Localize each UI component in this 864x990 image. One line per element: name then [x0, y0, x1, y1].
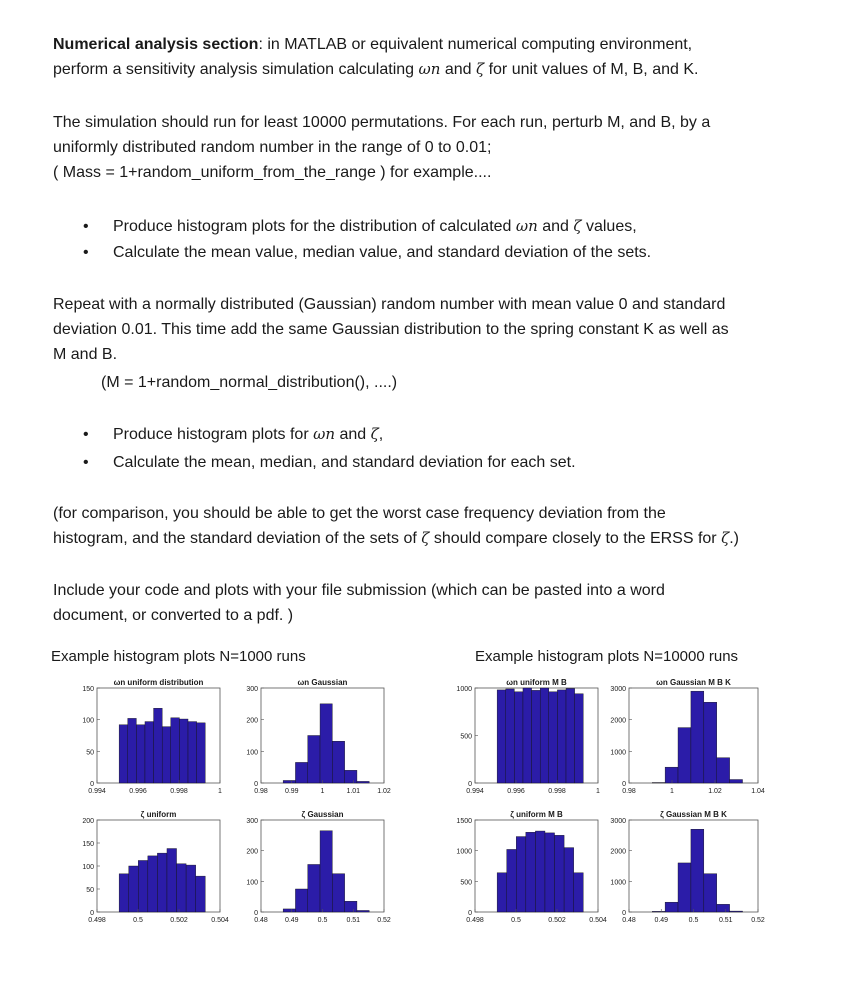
y-tick-label: 150 — [82, 841, 94, 848]
histogram-bar — [549, 692, 558, 783]
y-tick-label: 1500 — [456, 818, 472, 825]
gaussian-line2: deviation 0.01. This time add the same Gaussian distribution to the spring constant K as well as — [53, 321, 729, 338]
histogram-title: ζ Gaussian M B K — [660, 810, 727, 819]
histogram-bar — [514, 692, 523, 783]
histogram-omega-uniform — [72, 676, 232, 801]
histogram-bar — [283, 909, 295, 912]
y-tick-label: 2000 — [610, 717, 626, 725]
bullet-dot: • — [83, 218, 89, 235]
section-and: and — [440, 61, 476, 78]
x-tick-label: 0.5 — [688, 917, 699, 924]
histogram-bar — [665, 767, 678, 783]
comparison-line2-pre: histogram, and the standard deviation of the sets of — [53, 530, 422, 547]
x-tick-label: 0.504 — [211, 917, 229, 924]
x-tick-label: 0.5 — [511, 917, 521, 924]
section-paragraph — [53, 32, 843, 82]
left-figure-caption: Example histogram plots N=1000 runs — [51, 648, 306, 665]
x-tick-label: 1.01 — [346, 788, 361, 795]
submission-line1: Include your code and plots with your file submission (which can be pasted into a word — [53, 582, 665, 599]
histogram-bar — [704, 702, 717, 783]
histogram-title: ζ Gaussian — [301, 810, 344, 819]
histogram-bar — [167, 849, 177, 912]
y-tick-label: 1000 — [456, 848, 472, 856]
y-tick-label: 0 — [254, 910, 258, 917]
bullet-text: Calculate the mean, median, and standard deviation for each set. — [113, 454, 576, 471]
bullet-text: Produce histogram plots for — [113, 426, 314, 443]
x-tick-label: 0.51 — [346, 917, 361, 924]
gaussian-line1: Repeat with a normally distributed (Gaussian) random number with mean value 0 and standard — [53, 296, 726, 313]
histogram-bar — [136, 725, 145, 783]
x-tick-label: 0.5 — [133, 917, 143, 924]
uniform-paragraph — [53, 110, 843, 185]
histogram-bar — [545, 833, 555, 912]
bullet-dot: • — [83, 454, 89, 471]
histogram-bar — [678, 728, 691, 783]
histogram-bar — [320, 831, 332, 912]
y-tick-label: 0 — [622, 910, 626, 917]
comparison-line2-end: .) — [729, 530, 739, 547]
histogram-bar — [145, 722, 154, 783]
histogram-bar — [506, 689, 515, 783]
histogram-bar — [119, 725, 128, 783]
x-tick-label: 0.98 — [254, 788, 268, 795]
x-tick-label: 0.996 — [129, 788, 147, 795]
uniform-line1: The simulation should run for least 10000 permutations. For each run, perturb M, and B, by a — [53, 114, 711, 131]
histogram-bar — [532, 690, 541, 783]
histogram-bar — [128, 718, 137, 783]
x-tick-label: 1.04 — [751, 788, 765, 795]
x-tick-label: 0.502 — [170, 917, 188, 924]
histogram-bar — [171, 718, 180, 783]
y-tick-label: 0 — [90, 781, 94, 788]
x-tick-label: 0.98 — [622, 788, 636, 795]
histogram-bar — [295, 762, 307, 783]
gaussian-line4: (M = 1+random_normal_distribution(), ....) — [101, 374, 398, 391]
histogram-bar — [119, 874, 129, 912]
histogram-bar — [730, 911, 743, 912]
histogram-bar — [526, 832, 536, 912]
x-tick-label: 0.99 — [284, 788, 299, 795]
y-tick-label: 0 — [468, 781, 472, 788]
x-tick-label: 0.994 — [88, 788, 106, 795]
y-tick-label: 500 — [460, 733, 472, 741]
bullet-dot: • — [83, 244, 89, 261]
y-tick-label: 1000 — [456, 686, 472, 693]
section-line2-pre: perform a sensitivity analysis simulation calculating — [53, 61, 419, 78]
histogram-bar — [308, 736, 320, 784]
omega-symbol: ωn — [313, 425, 335, 443]
histogram-bar — [345, 901, 357, 912]
x-tick-label: 0.52 — [751, 917, 765, 924]
histogram-bar — [557, 690, 566, 783]
histogram-zeta-uniform — [72, 808, 232, 930]
x-tick-label: 0.51 — [718, 917, 733, 924]
gaussian-line3: M and B. — [53, 346, 118, 363]
zeta-symbol: ζ — [421, 529, 430, 547]
histogram-bar — [574, 873, 584, 912]
histogram-title: ωn uniform M B — [506, 678, 567, 687]
y-tick-label: 300 — [246, 818, 258, 825]
right-figure-caption: Example histogram plots N=10000 runs — [475, 648, 739, 665]
histogram-bar — [283, 780, 295, 783]
y-tick-label: 1000 — [610, 879, 626, 887]
x-tick-label: 0.504 — [589, 917, 607, 924]
y-tick-label: 3000 — [610, 818, 626, 825]
x-tick-label: 0.994 — [466, 788, 484, 795]
comparison-line1: (for comparison, you should be able to get the worst case frequency deviation from the — [53, 505, 666, 522]
y-tick-label: 50 — [86, 749, 94, 757]
comparison-line2-post: should compare closely to the ERSS for — [429, 530, 722, 547]
y-tick-label: 2000 — [610, 848, 626, 856]
y-tick-label: 500 — [460, 879, 472, 887]
histogram-bar — [186, 865, 196, 912]
y-tick-label: 200 — [82, 818, 94, 825]
zeta-symbol: ζ — [573, 217, 582, 235]
x-tick-label: 0.502 — [548, 917, 566, 924]
histogram-bar — [566, 688, 575, 783]
x-tick-label: 1.02 — [377, 788, 391, 795]
histogram-bar — [704, 874, 717, 912]
histogram-bar — [196, 876, 206, 912]
x-tick-label: 0.49 — [284, 917, 299, 924]
histogram-zeta-gaussian-mbk — [604, 808, 770, 930]
y-tick-label: 0 — [468, 910, 472, 917]
histogram-bar — [332, 741, 344, 783]
histogram-omega-gaussian-mbk — [604, 676, 770, 801]
histogram-bar — [691, 829, 704, 912]
y-tick-label: 0 — [622, 781, 626, 788]
histogram-title: ζ uniform M B — [510, 810, 563, 819]
histogram-bar — [678, 863, 691, 912]
bullet-text: and — [335, 426, 371, 443]
zeta-symbol: ζ — [370, 425, 379, 443]
x-tick-label: 0.996 — [507, 788, 525, 795]
section-line2-post: for unit values of M, B, and K. — [484, 61, 699, 78]
submission-line2: document, or converted to a pdf. ) — [53, 607, 294, 624]
histogram-bar — [564, 848, 574, 912]
histogram-title: ωn Gaussian — [297, 678, 348, 687]
histogram-bar — [540, 688, 549, 783]
histogram-bar — [497, 690, 506, 783]
x-tick-label: 0.998 — [170, 788, 188, 795]
histogram-bar — [575, 694, 584, 783]
uniform-line2: uniformly distributed random number in the range of 0 to 0.01; — [53, 139, 492, 156]
x-tick-label: 1 — [218, 788, 222, 795]
section-title: Numerical analysis section — [53, 36, 259, 53]
y-tick-label: 50 — [86, 887, 94, 894]
y-tick-label: 3000 — [610, 686, 626, 693]
histogram-bar — [717, 904, 730, 912]
histogram-bar — [188, 722, 197, 783]
y-tick-label: 200 — [246, 717, 258, 725]
histogram-bar — [730, 780, 743, 783]
comparison-paragraph — [53, 501, 843, 551]
histogram-bar — [138, 860, 148, 912]
y-tick-label: 100 — [246, 749, 258, 757]
submission-paragraph — [53, 578, 843, 628]
histogram-bar — [357, 781, 369, 783]
bullet-dot: • — [83, 426, 89, 443]
histogram-bar — [320, 704, 332, 783]
histogram-bar — [507, 849, 517, 912]
y-tick-label: 150 — [82, 686, 94, 693]
histogram-bar — [555, 835, 565, 912]
x-tick-label: 0.498 — [466, 917, 484, 924]
x-tick-label: 0.5 — [317, 917, 328, 924]
histogram-title: ωn uniform distribution — [113, 678, 204, 687]
y-tick-label: 100 — [82, 717, 94, 725]
histogram-bar — [535, 831, 545, 912]
y-tick-label: 1000 — [610, 749, 626, 757]
x-tick-label: 0.48 — [254, 917, 268, 924]
bullet-text: , — [378, 426, 384, 443]
y-tick-label: 100 — [82, 864, 94, 871]
y-tick-label: 0 — [90, 910, 94, 917]
histogram-bar — [162, 727, 171, 783]
zeta-symbol: ζ — [721, 529, 730, 547]
y-tick-label: 0 — [254, 781, 258, 788]
histogram-bar — [357, 910, 369, 912]
histogram-bar — [523, 688, 532, 783]
histogram-omega-uniform-mb — [450, 676, 610, 801]
histogram-zeta-gaussian — [236, 808, 396, 930]
zeta-symbol: ζ — [475, 60, 485, 78]
histogram-bar — [177, 864, 187, 912]
histogram-bar — [691, 691, 704, 783]
histogram-bar — [308, 864, 320, 912]
histogram-bar — [717, 758, 730, 783]
histogram-title: ζ uniform — [140, 810, 177, 819]
histogram-bar — [197, 723, 206, 783]
omega-symbol: ωn — [515, 217, 538, 235]
histogram-bar — [665, 902, 678, 912]
histogram-bar — [345, 770, 357, 783]
x-tick-label: 0.49 — [654, 917, 669, 924]
histogram-bar — [497, 873, 507, 912]
bullet-text: values, — [581, 218, 637, 235]
x-tick-label: 0.498 — [88, 917, 106, 924]
x-tick-label: 1 — [320, 788, 325, 795]
bullet-text: and — [537, 218, 574, 235]
omega-symbol: ωn — [418, 60, 441, 78]
histogram-bar — [652, 911, 665, 912]
x-tick-label: 0.52 — [377, 917, 391, 924]
x-tick-label: 0.998 — [548, 788, 566, 795]
bullet-text: Calculate the mean value, median value, and standard deviation of the sets. — [113, 244, 652, 261]
histogram-bar — [148, 856, 158, 912]
y-tick-label: 200 — [246, 848, 258, 856]
x-tick-label: 1 — [596, 788, 600, 795]
histogram-bar — [154, 708, 163, 783]
histogram-omega-gaussian — [236, 676, 396, 801]
histogram-bar — [157, 853, 167, 912]
x-tick-label: 1.02 — [708, 788, 722, 795]
gaussian-paragraph — [53, 292, 843, 367]
histogram-bar — [516, 837, 526, 912]
y-tick-label: 100 — [246, 879, 258, 887]
histogram-title: ωn Gaussian M B K — [656, 678, 731, 687]
histogram-bar — [179, 719, 188, 783]
bullet-text: Produce histogram plots for the distribution of calculated — [113, 218, 516, 235]
uniform-line3: ( Mass = 1+random_uniform_from_the_range ) for example.... — [53, 164, 492, 181]
histogram-zeta-uniform-mb — [450, 808, 610, 930]
section-intro: : in MATLAB or equivalent numerical computing environment, — [258, 36, 693, 53]
y-tick-label: 300 — [246, 686, 258, 693]
histogram-bar — [295, 889, 307, 912]
histogram-bar — [332, 874, 344, 912]
x-tick-label: 0.48 — [622, 917, 636, 924]
x-tick-label: 1 — [670, 788, 674, 795]
histogram-bar — [129, 866, 139, 912]
